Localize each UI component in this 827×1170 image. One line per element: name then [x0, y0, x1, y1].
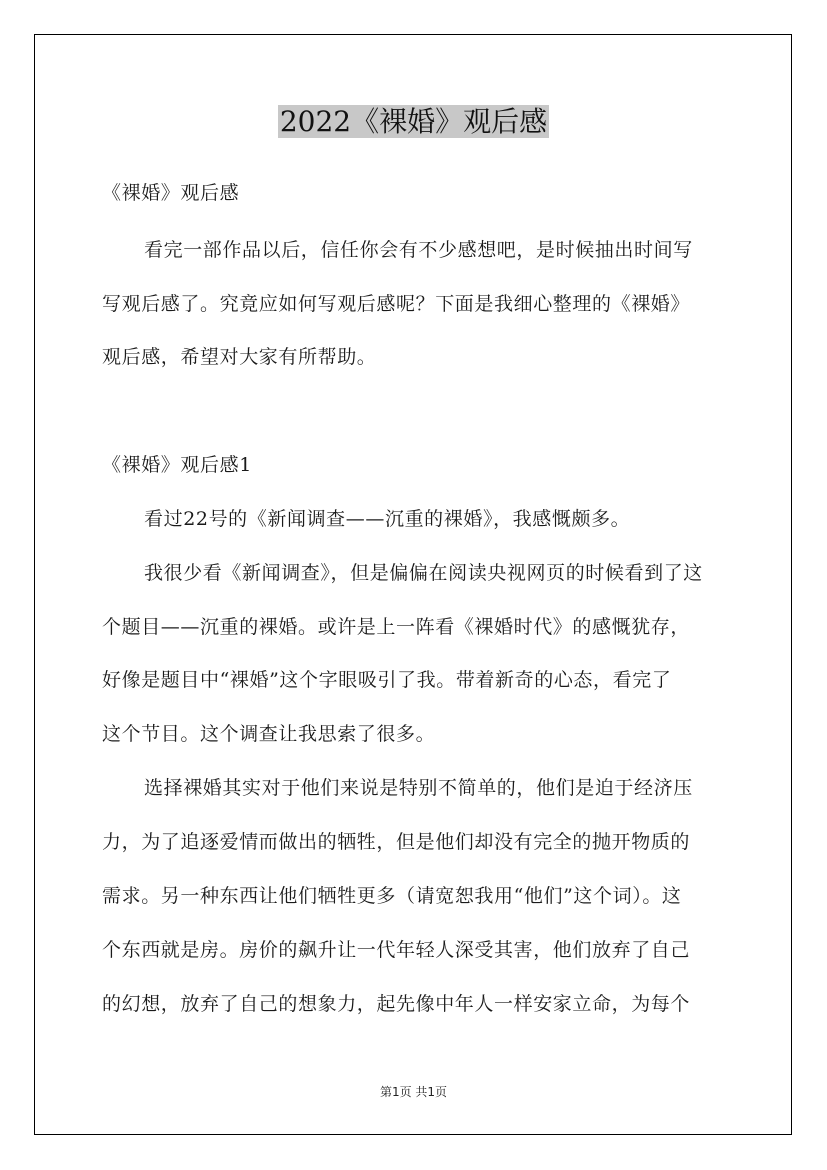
paragraph-line: 我很少看《新闻调查》，但是偏偏在阅读央视网页的时候看到了这: [144, 562, 703, 584]
intro-line: 写观后感了。究竟应如何写观后感呢？下面是我细心整理的《裸婚》: [102, 293, 691, 315]
paragraph-line: 好像是题目中“裸婚”这个字眼吸引了我。带着新奇的心态，看完了: [102, 669, 672, 691]
paragraph-line: 这个节目。这个调查让我思索了很多。: [102, 723, 436, 745]
document-title-wrap: [0, 102, 827, 142]
section-heading-2: 《裸婚》观后感1: [102, 454, 252, 476]
paragraph-line: 个题目——沉重的裸婚。或许是上一阵看《裸婚时代》的感慨犹存，: [102, 616, 691, 638]
paragraph-line: 需求。另一种东西让他们牺牲更多（请宽恕我用“他们”这个词）。这: [102, 885, 682, 907]
document-title: 2022《裸婚》观后感: [279, 105, 548, 138]
paragraph-line: 个东西就是房。房价的飙升让一代年轻人深受其害，他们放弃了自己: [102, 939, 691, 961]
intro-line: 观后感，希望对大家有所帮助。: [102, 346, 377, 368]
section-heading-1: 《裸婚》观后感: [102, 182, 240, 204]
page-number: 第1页 共1页: [379, 1085, 448, 1099]
paragraph-line: 力，为了追逐爱情而做出的牺牲，但是他们却没有完全的抛开物质的: [102, 831, 691, 853]
paragraph-line: 的幻想，放弃了自己的想象力，起先像中年人一样安家立命，为每个: [102, 993, 691, 1015]
paragraph-line: 看过22号的《新闻调查——沉重的裸婚》，我感慨颇多。: [144, 508, 631, 530]
paragraph-line: 选择裸婚其实对于他们来说是特别不简单的，他们是迫于经济压: [144, 777, 693, 799]
intro-line: 看完一部作品以后，信任你会有不少感想吧，是时候抽出时间写: [144, 239, 693, 261]
